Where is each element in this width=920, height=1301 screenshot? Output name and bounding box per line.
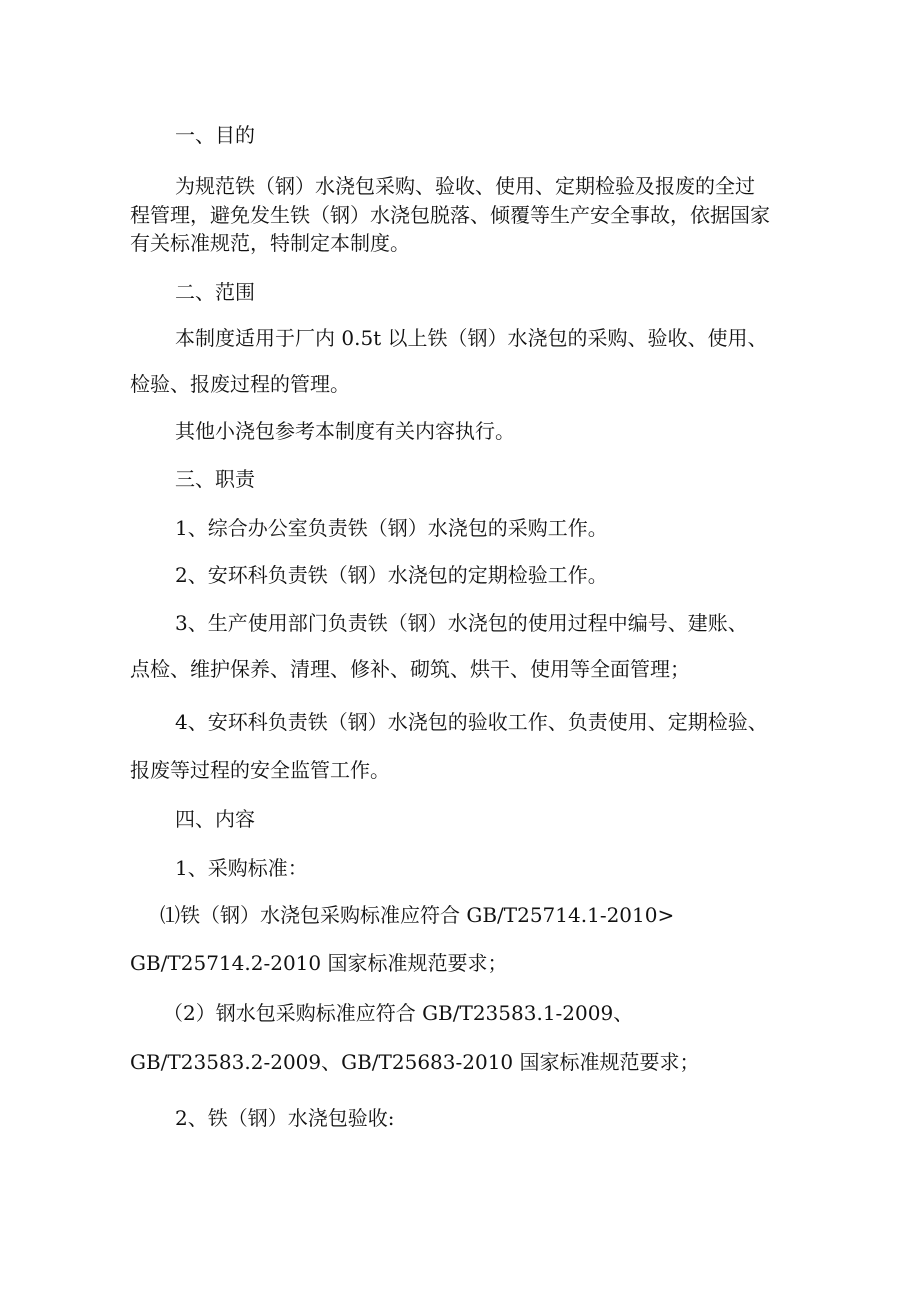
heading-content: 四、内容 <box>175 807 255 831</box>
list-item: ⑴铁（钢）水浇包采购标准应符合 GB/T25714.1-2010> <box>160 903 675 927</box>
paragraph-line: 有关标准规范，特制定本制度。 <box>130 231 410 255</box>
paragraph-line: 检验、报废过程的管理。 <box>130 372 350 396</box>
list-item: （2）钢水包采购标准应符合 GB/T23583.1-2009、 <box>163 1001 634 1025</box>
heading-purpose: 一、目的 <box>175 123 255 147</box>
paragraph-line: 点检、维护保养、清理、修补、砌筑、烘干、使用等全面管理； <box>130 657 690 681</box>
paragraph-line: 本制度适用于厂内 0.5t 以上铁（钢）水浇包的采购、验收、使用、 <box>175 326 768 350</box>
paragraph-line: 为规范铁（钢）水浇包采购、验收、使用、定期检验及报废的全过 <box>175 174 755 198</box>
subheading: 1、采购标准： <box>175 856 308 880</box>
heading-duties: 三、职责 <box>175 467 255 491</box>
list-item: 2、安环科负责铁（钢）水浇包的定期检验工作。 <box>175 563 608 587</box>
list-item: 4、安环科负责铁（钢）水浇包的验收工作、负责使用、定期检验、 <box>175 710 768 734</box>
paragraph-line: 报废等过程的安全监管工作。 <box>130 758 390 782</box>
subheading: 2、铁（钢）水浇包验收: <box>175 1106 395 1130</box>
paragraph-line: GB/T23583.2-2009、GB/T25683-2010 国家标准规范要求； <box>130 1050 700 1074</box>
paragraph-line: 其他小浇包参考本制度有关内容执行。 <box>175 419 515 443</box>
paragraph-line: GB/T25714.2-2010 国家标准规范要求； <box>130 951 508 975</box>
list-item: 3、生产使用部门负责铁（钢）水浇包的使用过程中编号、建账、 <box>175 611 748 635</box>
paragraph-line: 程管理，避免发生铁（钢）水浇包脱落、倾覆等生产安全事故，依据国家 <box>130 203 770 227</box>
list-item: 1、综合办公室负责铁（钢）水浇包的采购工作。 <box>175 516 608 540</box>
heading-scope: 二、范围 <box>175 280 255 304</box>
